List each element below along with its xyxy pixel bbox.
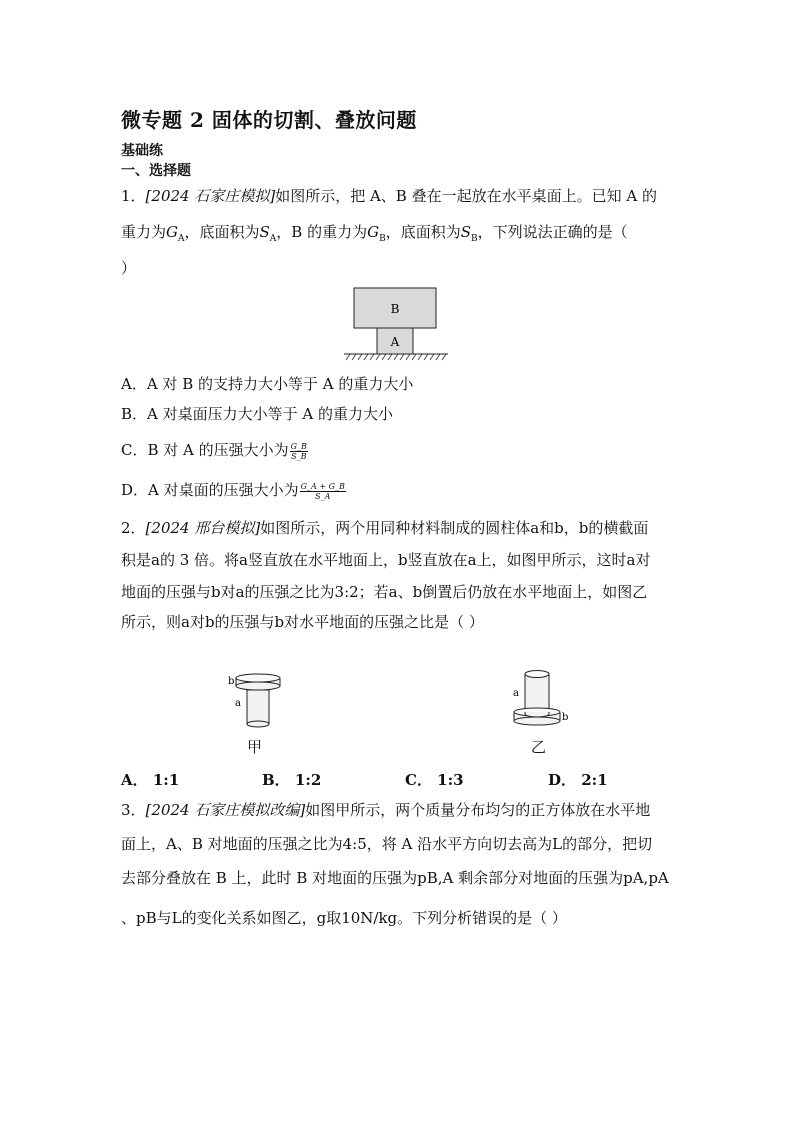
q2-line1 (121, 518, 648, 538)
q1-sa-sub: A (269, 234, 277, 244)
q1-sb-sub: B (471, 234, 478, 244)
cylinder-b-top (236, 674, 280, 682)
q1-source: [2024 石家庄模拟] (145, 187, 276, 205)
cylinder-a (247, 690, 269, 724)
q2-figure-right (506, 668, 578, 730)
q1-ga: G (166, 223, 178, 241)
q1-option-c (121, 440, 308, 461)
q1-number: 1． (121, 187, 146, 205)
q1-sb: S (460, 223, 471, 241)
block-b-label: B (390, 302, 400, 316)
q1-line1 (121, 186, 657, 206)
q2-figure-left (224, 668, 288, 730)
q1-text-1: 如图所示，把 A、B 叠在一起放在水平桌面上。已知 A 的 (275, 187, 657, 205)
fig-left-caption: 甲 (247, 738, 263, 756)
q2-source: [2024 邢台模拟] (145, 519, 261, 537)
q1-text-2a: 重力为 (121, 223, 167, 241)
cylinder-b-base-bottom (514, 717, 560, 725)
fig-right-label-a: a (513, 688, 519, 699)
q2-option-b: B． 1:2 (262, 771, 322, 789)
q1-figure (340, 282, 455, 362)
q3-line1 (121, 800, 650, 820)
q3-text-1: 如图甲所示，两个质量分布均匀的正方体放在水平地 (305, 801, 651, 819)
q1-sa: S (259, 223, 270, 241)
q3-line2: 面上，A、B 对地面的压强之比为4:5，将 A 沿水平方向切去高为L的部分，把切 (121, 835, 653, 853)
q1-option-d-den: S_A (315, 491, 331, 501)
q3-source: [2024 石家庄模拟改编] (145, 801, 306, 819)
cylinder-a-upright (525, 674, 549, 712)
section-basic: 基础练 (121, 143, 163, 159)
q1-ga-sub: A (178, 234, 185, 244)
page-title: 微专题 2 固体的切割、叠放问题 (121, 108, 417, 132)
q1-gb-sub: B (379, 234, 386, 244)
block-a-label: A (390, 335, 400, 349)
q2-line4: 所示，则a对b的压强与b对水平地面的压强之比是（ ） (121, 613, 484, 631)
q1-option-d-fraction (300, 482, 346, 501)
fig-right-caption: 乙 (531, 738, 547, 756)
q1-option-c-text: C．B 对 A 的压强大小为 (121, 441, 289, 459)
q1-text-2e: ，下列说法正确的是（ (477, 223, 628, 241)
q1-option-c-num: G_B (290, 441, 307, 451)
q1-text-2d: ，底面积为 (385, 223, 461, 241)
q2-text-1: 如图所示，两个用同种材料制成的圆柱体a和b，b的横截面 (260, 519, 649, 537)
cylinder-a-top (525, 671, 549, 678)
q1-option-a: A．A 对 B 的支持力大小等于 A 的重力大小 (121, 375, 414, 393)
fig-right-label-b: b (562, 712, 569, 723)
cylinder-b-bottom (236, 682, 280, 690)
q1-option-c-fraction (290, 442, 308, 461)
cylinder-a-bottom (247, 721, 269, 727)
q1-gb: G (367, 223, 380, 241)
q1-option-d-num: G_A + G_B (300, 481, 345, 491)
q2-option-d: D． 2:1 (548, 771, 608, 789)
q2-line3: 地面的压强与b对a的压强之比为3:2；若a、b倒置后仍放在水平地面上，如图乙 (121, 583, 648, 601)
q1-line2 (121, 222, 628, 249)
q3-line4: 、pB与L的变化关系如图乙，g取10N/kg。下列分析错误的是（ ） (121, 909, 567, 927)
q1-line3: ） (121, 259, 137, 277)
q1-text-2c: ，B 的重力为 (276, 223, 368, 241)
q2-number: 2． (121, 519, 146, 537)
q1-option-d-text: D．A 对桌面的压强大小为 (121, 481, 299, 499)
q2-line2: 积是a的 3 倍。将a竖直放在水平地面上，b竖直放在a上，如图甲所示，这时a对 (121, 551, 651, 569)
fig-left-label-a: a (235, 698, 241, 709)
q1-option-c-den: S_B (291, 451, 307, 461)
q1-text-2b: ，底面积为 (184, 223, 260, 241)
table-hatching (346, 354, 446, 360)
q2-option-c: C． 1:3 (405, 771, 464, 789)
section-choice: 一、选择题 (121, 163, 191, 179)
q2-option-a: A． 1:1 (121, 771, 180, 789)
fig-left-label-b: b (228, 676, 235, 687)
q1-option-b: B．A 对桌面压力大小等于 A 的重力大小 (121, 405, 393, 423)
q1-option-d (121, 480, 346, 501)
q3-line3: 去部分叠放在 B 上，此时 B 对地面的压强为pB,A 剩余部分对地面的压强为pA,pA (121, 869, 669, 887)
q3-number: 3． (121, 801, 146, 819)
